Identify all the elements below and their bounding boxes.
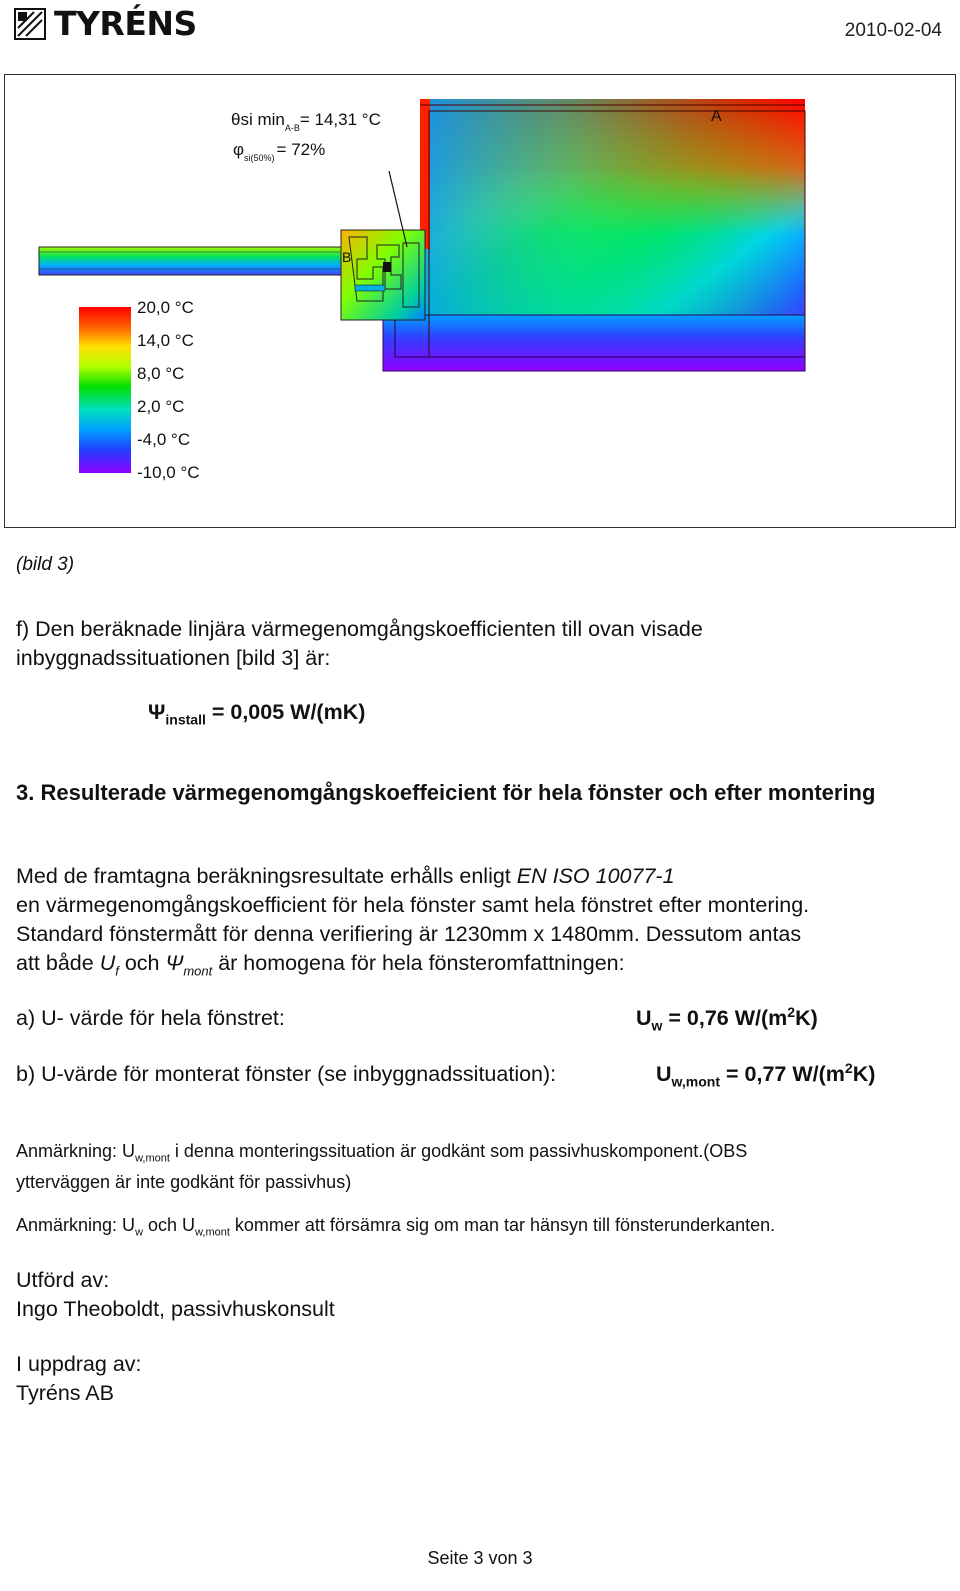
legend-label: -10,0 °C	[137, 463, 200, 482]
figure-caption: (bild 3)	[16, 554, 75, 575]
phi-label: $\varphi_{si(50\%)} = 72\%$	[233, 140, 326, 163]
legend-label: 8,0 °C	[137, 364, 185, 383]
legend-label: -4,0 °C	[137, 430, 191, 449]
remark-1-line1: Anmärkning: $U_{w,mont}$ i denna monteringssituation är godkänt som passivhuskomponent.(OBS	[16, 1141, 748, 1165]
paragraph-line: att både $U_f$ och $\Psi_{mont}$ är homogena för hela fönsteromfattningen:	[16, 951, 625, 979]
section-f-line1: f) Den beräknade linjära värmegenomgångskoefficienten till ovan visade	[16, 617, 703, 641]
section-3-paragraph	[16, 862, 936, 985]
client-name: Tyréns AB	[16, 1381, 114, 1405]
uw-label: a) U- värde för hela fönstret:	[16, 1006, 285, 1030]
tyrens-logo-icon	[14, 8, 46, 40]
legend-label: 14,0 °C	[137, 331, 194, 350]
client-label: I uppdrag av:	[16, 1352, 142, 1376]
company-logo	[14, 4, 197, 43]
uw-mont-label: b) U-värde för monterat fönster (se inbyggnadssituation):	[16, 1062, 557, 1086]
thermal-plot	[5, 75, 955, 527]
psi-install-formula: $\Psi_{install} = 0,005$ W/(mK)	[148, 700, 366, 728]
remark-1	[16, 1140, 916, 1194]
section-f-line2: inbyggnadssituationen [bild 3] är:	[16, 646, 331, 670]
paragraph-line: Standard fönstermått för denna verifiering är 1230mm x 1480mm. Dessutom antas	[16, 922, 802, 946]
author-block	[16, 1266, 335, 1324]
client-block	[16, 1350, 142, 1408]
author-name: Ingo Theoboldt, passivhuskonsult	[16, 1297, 335, 1321]
legend-label: 2,0 °C	[137, 397, 185, 416]
temperature-legend	[79, 298, 200, 482]
remark-2: Anmärkning: $U_w$ och $U_{w,mont}$ kommer att försämra sig om man tar hänsyn till fönsterunderkanten.	[16, 1215, 776, 1239]
author-label: Utförd av:	[16, 1268, 110, 1292]
paragraph-line: Med de framtagna beräkningsresultate erhålls enligt EN ISO 10077-1	[16, 864, 675, 888]
uw-formula: $U_w = 0,76$ $W/(m^2K)$	[636, 1004, 818, 1034]
remark-1-line2: ytterväggen är inte godkänt för passivhus)	[16, 1171, 352, 1192]
standard-reference: EN ISO 10077-1	[516, 864, 675, 888]
page-number: Seite 3 von 3	[427, 1548, 533, 1568]
point-a-marker: A	[711, 108, 722, 125]
point-b-marker: B	[342, 249, 352, 265]
uw-mont-formula: $U_{w,mont} = 0,77$ $W/(m^2K)$	[656, 1060, 876, 1090]
theta-min-label: θsi $\min_{A-B}= 14,31$ °C	[231, 110, 381, 133]
section-3-heading: 3. Resulterade värmegenomgångskoeffeicient för hela fönster och efter montering	[16, 780, 876, 805]
document-date: 2010-02-04	[844, 20, 942, 41]
paragraph-line: en värmegenomgångskoefficient för hela fönster samt hela fönstret efter montering.	[16, 893, 810, 917]
window-frame	[341, 171, 425, 320]
logo-text: TYRÉNS	[54, 4, 197, 43]
section-f-text	[16, 615, 916, 673]
legend-label: 20,0 °C	[137, 298, 194, 317]
thermal-simulation-figure	[4, 74, 956, 528]
wall-section	[383, 99, 805, 371]
window-sill	[39, 247, 352, 275]
